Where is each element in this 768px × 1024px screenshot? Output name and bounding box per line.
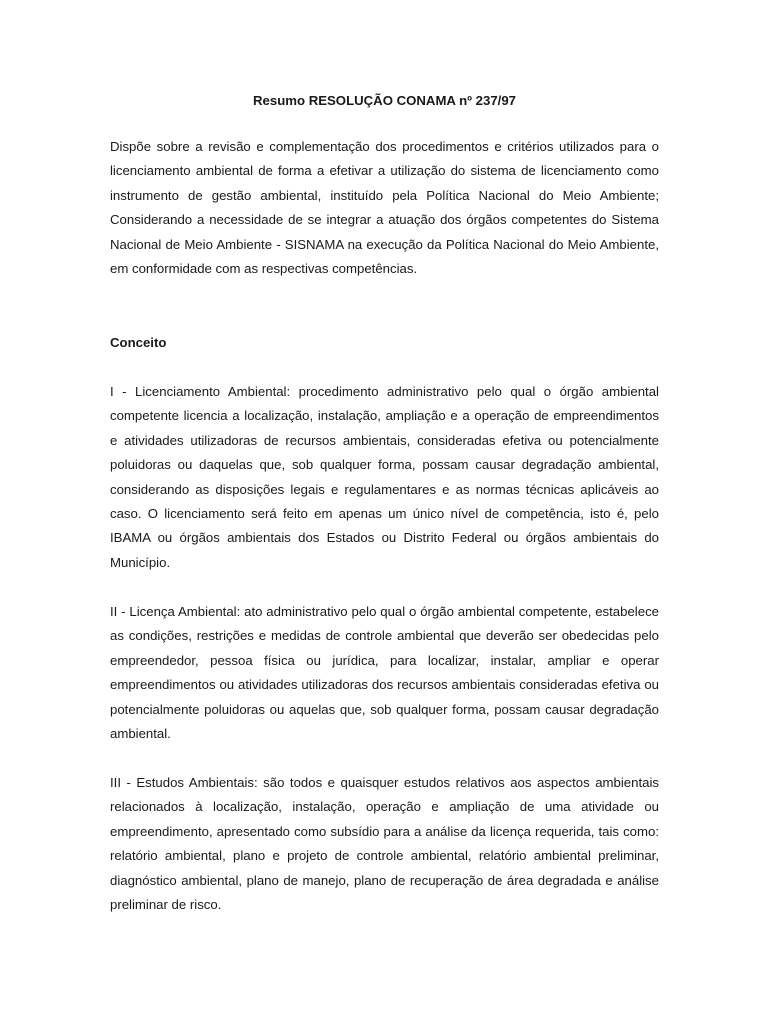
intro-paragraph: Dispõe sobre a revisão e complementação dos procedimentos e critérios utilizados para o licenciamento ambiental de forma a efetivar a utilização do sistema de licenciamento como instrumento de gestão ambiental, instituído pela Política Nacional do Meio Ambiente; Considerando a necessidade de se integrar a atuação dos órgãos competentes do Sistema Nacional de Meio Ambiente - SISNAMA na execução da Política Nacional do Meio Ambiente, em conformidade com as respectivas competências. (110, 139, 659, 277)
item-paragraph-3: III - Estudos Ambientais: são todos e quaisquer estudos relativos aos aspectos ambientais relacionados à localização, instalação, operação e ampliação de uma atividade ou empreendimento, apresentado como subsídio para a análise da licença requerida, tais como: relatório ambiental, plano e projeto de controle ambiental, relatório ambiental preliminar, diagnóstico ambiental, plano de manejo, plano de recuperação de área degradada e análise preliminar de risco. (110, 775, 659, 913)
item-paragraph-1: I - Licenciamento Ambiental: procedimento administrativo pelo qual o órgão ambiental competente licencia a localização, instalação, ampliação e a operação de empreendimentos e atividades utilizadoras de recursos ambientais, consideradas efetiva ou potencialmente poluidoras ou daquelas que, sob qualquer forma, possam causar degradação ambiental, considerando as disposições legais e regulamentares e as normas técnicas aplicáveis ao caso. O licenciamento será feito em apenas um único nível de competência, isto é, pelo IBAMA ou órgãos ambientais dos Estados ou Distrito Federal ou órgãos ambientais do Município. (110, 384, 659, 570)
item-paragraph-2: II - Licença Ambiental: ato administrativo pelo qual o órgão ambiental competente, estabelece as condições, restrições e medidas de controle ambiental que deverão ser obedecidas pelo empreendedor, pessoa física ou jurídica, para localizar, instalar, ampliar e operar empreendimentos ou atividades utilizadoras dos recursos ambientais consideradas efetiva ou potencialmente poluidoras ou aquelas que, sob qualquer forma, possam causar degradação ambiental. (110, 604, 659, 742)
section-heading-conceito: Conceito (110, 335, 167, 350)
document-title: Resumo RESOLUÇÃO CONAMA nº 237/97 (253, 93, 516, 108)
